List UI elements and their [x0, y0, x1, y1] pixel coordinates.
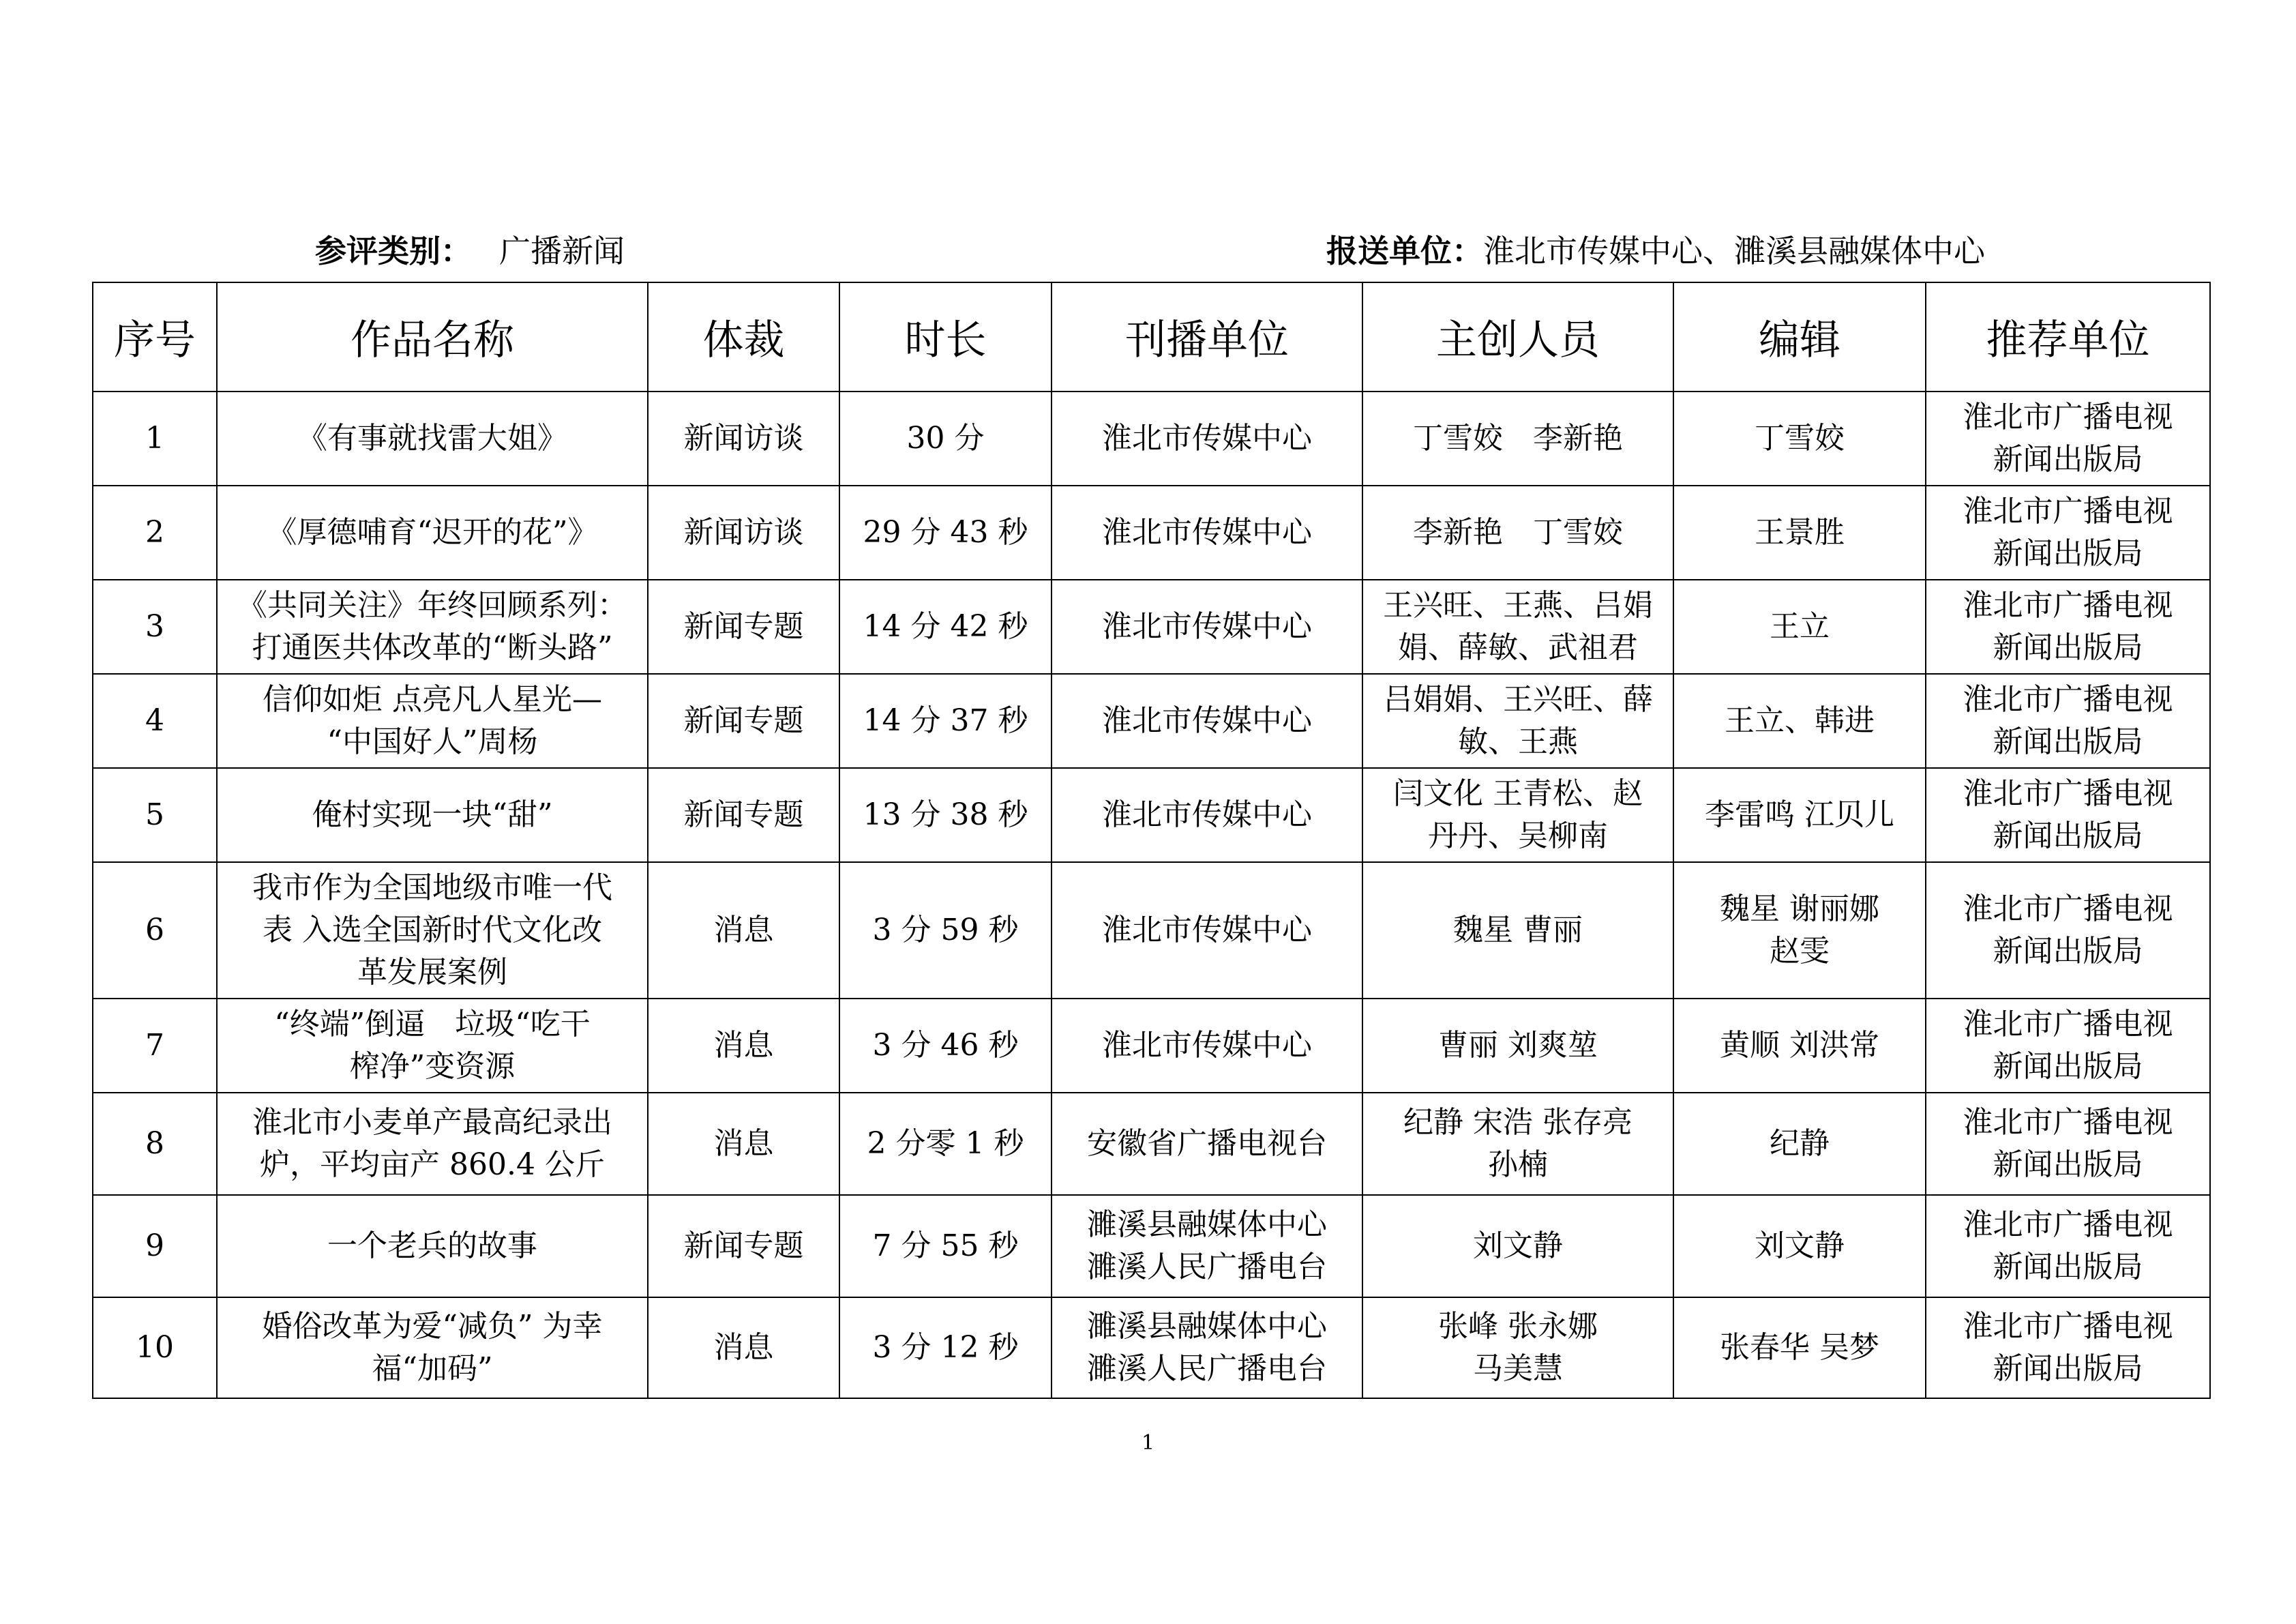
cell-line: 婚俗改革为爱“减负” 为幸	[262, 1309, 603, 1344]
cell-recommender	[1926, 392, 2210, 486]
cell-line: 淮北市传媒中心	[1102, 421, 1312, 456]
cell-line: 新闻出版局	[1993, 724, 2143, 759]
cell-duration: 30 分	[839, 392, 1052, 486]
column-header-genre: 体裁	[648, 282, 839, 392]
cell-creators	[1362, 392, 1673, 486]
cell-genre: 新闻专题	[648, 674, 839, 768]
cell-line: 新闻出版局	[1993, 1250, 2143, 1284]
cell-publisher	[1052, 999, 1362, 1093]
cell-creators	[1362, 1093, 1673, 1195]
cell-line: 吕娟娟、王兴旺、薛	[1383, 682, 1653, 717]
cell-no: 10	[93, 1297, 217, 1398]
cell-duration: 7 分 55 秒	[839, 1195, 1052, 1297]
cell-line: 《共同关注》年终回顾系列：	[237, 588, 627, 623]
cell-creators	[1362, 1195, 1673, 1297]
cell-editor	[1673, 392, 1926, 486]
cell-line: 新闻出版局	[1993, 1351, 2143, 1386]
cell-line: 榨净”变资源	[349, 1049, 516, 1084]
cell-line: 新闻出版局	[1993, 1049, 2143, 1084]
cell-line: 淮北市传媒中心	[1102, 913, 1312, 947]
cell-line: 新闻出版局	[1993, 1147, 2143, 1182]
cell-publisher	[1052, 486, 1362, 580]
cell-line: 魏星 曹丽	[1453, 913, 1583, 947]
column-header-duration: 时长	[839, 282, 1052, 392]
cell-title	[217, 999, 648, 1093]
cell-line: 淮北市传媒中心	[1102, 797, 1312, 832]
cell-line: 淮北市广播电视	[1963, 494, 2173, 529]
cell-genre: 消息	[648, 999, 839, 1093]
cell-title	[217, 1093, 648, 1195]
cell-recommender	[1926, 862, 2210, 999]
cell-no: 7	[93, 999, 217, 1093]
cell-line: 张峰 张永娜	[1438, 1309, 1598, 1344]
cell-line: 张春华 吴梦	[1720, 1330, 1879, 1365]
cell-line: 淮北市传媒中心	[1102, 515, 1312, 550]
cell-line: 魏星 谢丽娜	[1720, 891, 1879, 926]
cell-title	[217, 768, 648, 862]
cell-publisher	[1052, 580, 1362, 674]
cell-duration: 3 分 59 秒	[839, 862, 1052, 999]
table-row	[93, 486, 2210, 580]
cell-line: 王兴旺、王燕、吕娟	[1383, 588, 1653, 623]
cell-duration: 2 分零 1 秒	[839, 1093, 1052, 1195]
cell-line: 福“加码”	[372, 1351, 493, 1386]
table-row	[93, 1093, 2210, 1195]
cell-editor	[1673, 768, 1926, 862]
cell-line: 濉溪县融媒体中心	[1087, 1309, 1327, 1344]
cell-genre: 消息	[648, 862, 839, 999]
cell-line: 王立	[1770, 609, 1830, 644]
cell-line: 《厚德哺育“迟开的花”》	[267, 515, 598, 550]
cell-line: 纪静	[1770, 1126, 1830, 1161]
cell-creators	[1362, 580, 1673, 674]
category-line	[315, 231, 625, 271]
cell-title	[217, 674, 648, 768]
cell-line: 丁雪姣	[1755, 421, 1845, 456]
cell-no: 8	[93, 1093, 217, 1195]
cell-title	[217, 392, 648, 486]
cell-line: 丹丹、吴柳南	[1428, 818, 1608, 853]
category-value: 广播新闻	[499, 233, 625, 269]
cell-publisher	[1052, 862, 1362, 999]
cell-line: 淮北市广播电视	[1963, 1309, 2173, 1344]
cell-line: 淮北市传媒中心	[1102, 703, 1312, 738]
entries-table	[92, 282, 2211, 1399]
table-row	[93, 674, 2210, 768]
cell-line: 我市作为全国地级市唯一代	[252, 870, 612, 905]
cell-duration: 13 分 38 秒	[839, 768, 1052, 862]
column-header-no: 序号	[93, 282, 217, 392]
cell-line: 新闻出版局	[1993, 934, 2143, 969]
cell-creators	[1362, 674, 1673, 768]
cell-editor	[1673, 1093, 1926, 1195]
column-header-title: 作品名称	[217, 282, 648, 392]
cell-editor	[1673, 1297, 1926, 1398]
category-label: 参评类别：	[315, 233, 472, 269]
cell-creators	[1362, 999, 1673, 1093]
cell-recommender	[1926, 1195, 2210, 1297]
cell-genre: 新闻专题	[648, 1195, 839, 1297]
cell-publisher	[1052, 1195, 1362, 1297]
cell-line: 丁雪姣 李新艳	[1413, 421, 1623, 456]
page-number: 1	[1141, 1431, 1155, 1455]
cell-title	[217, 862, 648, 999]
cell-line: 娟、薛敏、武祖君	[1398, 630, 1638, 665]
cell-line: 表 入选全国新时代文化改	[263, 913, 602, 947]
cell-editor	[1673, 1195, 1926, 1297]
cell-no: 5	[93, 768, 217, 862]
cell-genre: 消息	[648, 1093, 839, 1195]
cell-recommender	[1926, 674, 2210, 768]
cell-recommender	[1926, 486, 2210, 580]
cell-line: 淮北市广播电视	[1963, 400, 2173, 434]
table-header-row	[93, 282, 2210, 392]
cell-no: 9	[93, 1195, 217, 1297]
cell-genre: 新闻专题	[648, 580, 839, 674]
submitting-unit-label: 报送单位：	[1326, 233, 1483, 269]
cell-line: 淮北市小麦单产最高纪录出	[252, 1105, 612, 1140]
cell-recommender	[1926, 1093, 2210, 1195]
cell-line: “中国好人”周杨	[327, 724, 538, 759]
column-header-publisher: 刊播单位	[1052, 282, 1362, 392]
cell-line: 濉溪人民广播电台	[1087, 1250, 1327, 1284]
column-header-editor: 编辑	[1673, 282, 1926, 392]
cell-line: 安徽省广播电视台	[1087, 1126, 1327, 1161]
cell-line: 新闻出版局	[1993, 818, 2143, 853]
cell-line: 《有事就找雷大姐》	[297, 421, 567, 456]
cell-editor	[1673, 999, 1926, 1093]
cell-genre: 新闻访谈	[648, 392, 839, 486]
cell-line: 淮北市广播电视	[1963, 776, 2173, 811]
cell-publisher	[1052, 392, 1362, 486]
cell-line: 李雷鸣 江贝儿	[1705, 797, 1894, 832]
cell-no: 1	[93, 392, 217, 486]
cell-title	[217, 1195, 648, 1297]
cell-publisher	[1052, 768, 1362, 862]
cell-line: “终端”倒逼 垃圾“吃干	[274, 1007, 591, 1042]
cell-editor	[1673, 580, 1926, 674]
cell-line: 淮北市广播电视	[1963, 682, 2173, 717]
table-row	[93, 1297, 2210, 1398]
submitting-unit-line	[1326, 231, 1985, 271]
cell-creators	[1362, 1297, 1673, 1398]
cell-editor	[1673, 674, 1926, 768]
cell-line: 新闻出版局	[1993, 630, 2143, 665]
cell-recommender	[1926, 1297, 2210, 1398]
cell-creators	[1362, 486, 1673, 580]
cell-line: 闫文化 王青松、赵	[1393, 776, 1643, 811]
cell-editor	[1673, 486, 1926, 580]
cell-line: 纪静 宋浩 张存亮	[1403, 1105, 1632, 1140]
cell-genre: 消息	[648, 1297, 839, 1398]
cell-line: 曹丽 刘爽堃	[1438, 1028, 1598, 1063]
table-row	[93, 1195, 2210, 1297]
submitting-unit-value: 淮北市传媒中心、濉溪县融媒体中心	[1483, 233, 1985, 269]
cell-line: 刘文静	[1755, 1228, 1845, 1263]
cell-line: 濉溪人民广播电台	[1087, 1351, 1327, 1386]
cell-line: 敏、王燕	[1458, 724, 1578, 759]
cell-title	[217, 580, 648, 674]
cell-line: 淮北市广播电视	[1963, 1007, 2173, 1042]
cell-line: 淮北市传媒中心	[1102, 1028, 1312, 1063]
cell-line: 新闻出版局	[1993, 442, 2143, 477]
cell-line: 孙楠	[1488, 1147, 1548, 1182]
cell-duration: 29 分 43 秒	[839, 486, 1052, 580]
cell-line: 一个老兵的故事	[327, 1228, 537, 1263]
cell-recommender	[1926, 999, 2210, 1093]
table-row	[93, 392, 2210, 486]
cell-line: 淮北市广播电视	[1963, 588, 2173, 623]
cell-title	[217, 1297, 648, 1398]
cell-line: 淮北市广播电视	[1963, 891, 2173, 926]
table-row	[93, 768, 2210, 862]
cell-genre: 新闻专题	[648, 768, 839, 862]
cell-duration: 3 分 46 秒	[839, 999, 1052, 1093]
cell-no: 6	[93, 862, 217, 999]
cell-duration: 14 分 42 秒	[839, 580, 1052, 674]
cell-creators	[1362, 862, 1673, 999]
cell-line: 马美慧	[1473, 1351, 1563, 1386]
cell-line: 淮北市广播电视	[1963, 1105, 2173, 1140]
cell-line: 黄顺 刘洪常	[1720, 1028, 1879, 1063]
cell-line: 淮北市传媒中心	[1102, 609, 1312, 644]
cell-no: 3	[93, 580, 217, 674]
cell-line: 新闻出版局	[1993, 536, 2143, 571]
cell-line: 刘文静	[1473, 1228, 1563, 1263]
cell-line: 俺村实现一块“甜”	[312, 797, 553, 832]
cell-line: 王立、韩进	[1725, 703, 1875, 738]
cell-title	[217, 486, 648, 580]
cell-publisher	[1052, 1297, 1362, 1398]
column-header-recommender: 推荐单位	[1926, 282, 2210, 392]
cell-line: 王景胜	[1755, 515, 1845, 550]
table-row	[93, 862, 2210, 999]
table-row	[93, 999, 2210, 1093]
cell-recommender	[1926, 580, 2210, 674]
cell-no: 2	[93, 486, 217, 580]
cell-genre: 新闻访谈	[648, 486, 839, 580]
cell-publisher	[1052, 1093, 1362, 1195]
cell-line: 淮北市广播电视	[1963, 1207, 2173, 1242]
cell-line: 李新艳 丁雪姣	[1413, 515, 1623, 550]
cell-recommender	[1926, 768, 2210, 862]
cell-line: 濉溪县融媒体中心	[1087, 1207, 1327, 1242]
cell-duration: 14 分 37 秒	[839, 674, 1052, 768]
cell-no: 4	[93, 674, 217, 768]
cell-line: 炉，平均亩产 860.4 公斤	[260, 1147, 605, 1182]
cell-line: 赵雯	[1770, 934, 1830, 969]
cell-publisher	[1052, 674, 1362, 768]
cell-duration: 3 分 12 秒	[839, 1297, 1052, 1398]
table-row	[93, 580, 2210, 674]
column-header-creators: 主创人员	[1362, 282, 1673, 392]
cell-editor	[1673, 862, 1926, 999]
cell-line: 打通医共体改革的“断头路”	[252, 630, 613, 665]
cell-creators	[1362, 768, 1673, 862]
cell-line: 信仰如炬 点亮凡人星光—	[263, 682, 602, 717]
cell-line: 革发展案例	[357, 955, 507, 990]
